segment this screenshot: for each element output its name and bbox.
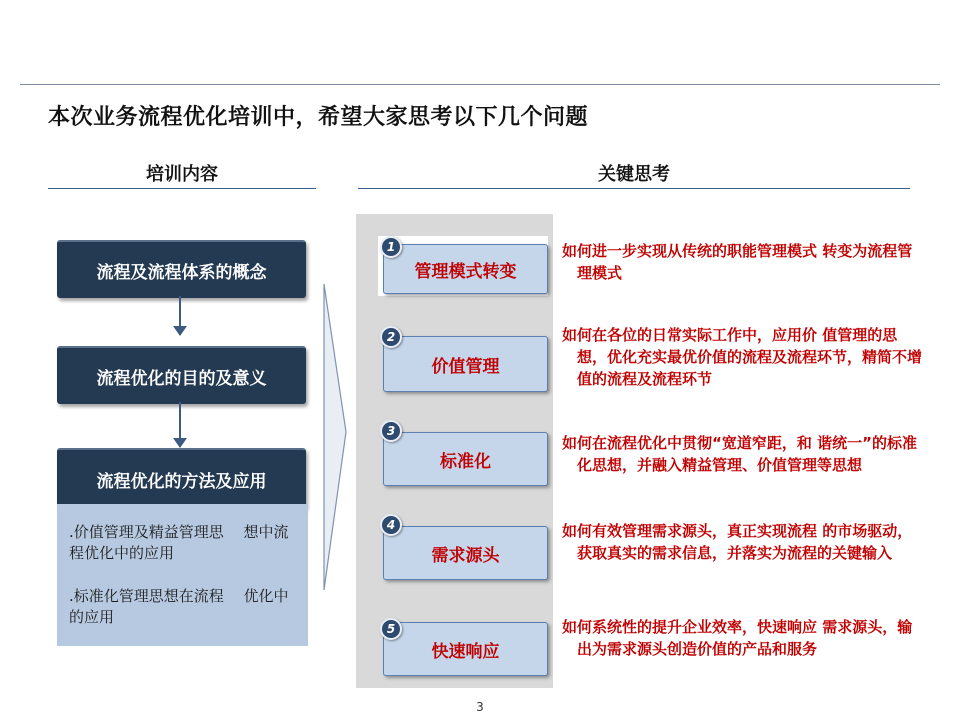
number-badge-4: 4	[380, 514, 402, 536]
key-item-1-label: 管理模式转变	[383, 244, 548, 294]
key-item-2-label: 价值管理	[383, 336, 548, 392]
page-number: 3	[476, 700, 484, 714]
question-1: 如何进一步实现从传统的职能管理模式 转变为流程管理模式	[562, 242, 913, 282]
key-item-5-label: 快速响应	[383, 622, 548, 676]
key-item-4-label: 需求源头	[383, 526, 548, 580]
number-badge-2: 2	[380, 326, 402, 348]
flow-arrow-head-1	[173, 326, 187, 336]
number-badge-5: 5	[380, 618, 402, 640]
question-4: 如何有效管理需求源头，真正实现流程 的市场驱动，获取真实的需求信息，并落实为流程的关键输入	[562, 522, 913, 562]
top-divider	[20, 84, 940, 85]
training-topic-2: 流程优化的目的及意义	[57, 346, 306, 404]
right-column-header: 关键思考	[598, 164, 670, 185]
left-column-underline	[48, 188, 316, 189]
question-2: 如何在各位的日常实际工作中，应用价 值管理的思想，优化充实最优价值的流程及流程环节，精简不增值的流程及流程环节	[562, 326, 923, 388]
number-badge-1: 1	[380, 236, 402, 258]
question-3: 如何在流程优化中贯彻“宽道窄距，和 谐统一”的标准化思想，并融入精益管理、价值管理等思想	[562, 434, 917, 474]
training-detail-panel	[57, 504, 308, 646]
left-column-header: 培训内容	[146, 164, 218, 185]
right-column-underline	[358, 188, 910, 189]
training-detail-item-1: .价值管理及精益管理思 想中流程优化中的应用	[69, 523, 289, 562]
training-topic-3: 流程优化的方法及应用	[57, 448, 306, 508]
question-5: 如何系统性的提升企业效率，快速响应 需求源头，输出为需求源头创造价值的产品和服务	[562, 618, 913, 658]
flow-arrow-line-1	[179, 296, 181, 326]
flow-arrow-head-2	[173, 438, 187, 448]
page-title: 本次业务流程优化培训中，希望大家思考以下几个问题	[48, 105, 589, 130]
flow-arrow-line-2	[179, 402, 181, 438]
chevron-connector-icon	[320, 282, 350, 592]
training-topic-1: 流程及流程体系的概念	[57, 240, 306, 298]
number-badge-3: 3	[380, 420, 402, 442]
training-detail-item-2: .标准化管理思想在流程 优化中的应用	[69, 587, 289, 626]
key-item-3-label: 标准化	[383, 432, 548, 486]
